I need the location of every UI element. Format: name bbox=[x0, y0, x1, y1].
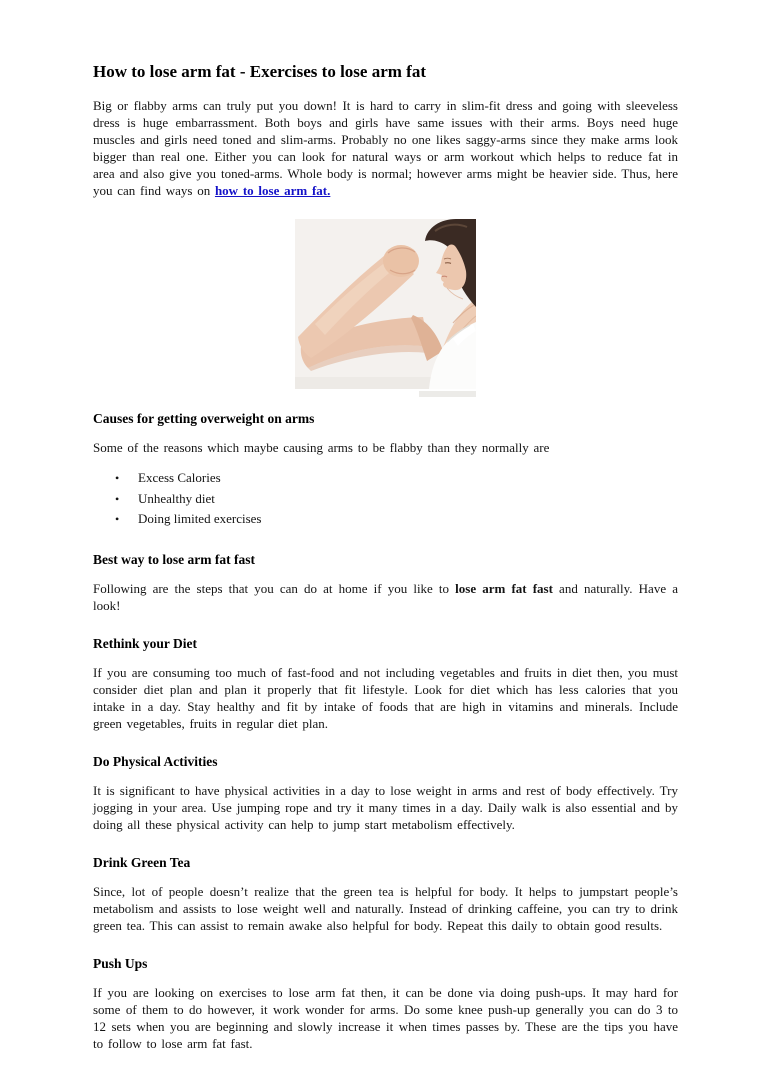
article-title: How to lose arm fat - Exercises to lose arm fat bbox=[93, 62, 426, 81]
list-item-text: Doing limited exercises bbox=[138, 511, 262, 526]
physical-activities-paragraph: It is significant to have physical activities in a day to lose weight in arms and rest of body effectively. Try jogging in your area. Use jumping rope and try it many times in a day. Daily walk is also essential and by doing all these physical activity can help to jump start metabolism effectively. bbox=[93, 782, 678, 832]
best-way-paragraph bbox=[93, 580, 678, 614]
section-heading-causes: Causes for getting overweight on arms bbox=[93, 411, 315, 426]
list-item-text: Unhealthy diet bbox=[138, 490, 215, 506]
section-heading-rethink-diet: Rethink your Diet bbox=[93, 635, 198, 651]
section-heading-best-way: Best way to lose arm fat fast bbox=[93, 551, 255, 567]
section-heading-push-ups: Push Ups bbox=[93, 955, 148, 971]
section-heading-green-tea: Drink Green Tea bbox=[93, 854, 191, 870]
list-item bbox=[115, 468, 678, 489]
best-way-bold-text: lose arm fat fast bbox=[455, 580, 553, 596]
hero-image bbox=[295, 219, 476, 389]
list-item-text: Excess Calories bbox=[138, 470, 221, 485]
green-tea-paragraph: Since, lot of people doesn’t realize that the green tea is helpful for body. It helps to jumpstart people’s metabolism and assists to lose weight well and naturally. Instead of drinking caffeine, you can try to drink green tea. This can assist to remain awake also helpful for body. Repeat this daily to obtain good results. bbox=[93, 883, 678, 933]
intro-text: Big or flabby arms can truly put you down! It is hard to carry in slim-fit dress and going with sleeveless dress is huge embarrassment. Both boys and girls have same issues with their arms. Boys need huge muscles and girls need toned and slim-arms. Probably no one likes saggy-arms since they make arms look bigger than real one. Either you can look for natural ways or arm workout which helps to reduce fat in area and also give you toned-arms. Whole body is normal; however arms might be heavier side. Thus, here you can find ways on bbox=[93, 98, 678, 198]
image-shadow-strip bbox=[419, 391, 476, 397]
intro-paragraph bbox=[93, 97, 678, 199]
bullet-icon: • bbox=[115, 512, 120, 526]
bullet-icon: • bbox=[115, 471, 120, 485]
section-heading-physical-activities: Do Physical Activities bbox=[93, 753, 218, 769]
bullet-icon: • bbox=[115, 491, 120, 506]
list-item bbox=[115, 489, 678, 510]
rethink-diet-paragraph: If you are consuming too much of fast-food and not including vegetables and fruits in diet then, you must consider diet plan and plan it properly that fit lifestyle. Look for diet which has less calories that you intake in a day. Stay healthy and fit by intake of foods that are high in vitamins and minerals. Include green vegetables, fruits in regular diet plan. bbox=[93, 664, 678, 731]
best-way-text-after: and naturally. Have a look! bbox=[93, 580, 678, 613]
woman-flexing-arm-photo bbox=[295, 219, 476, 389]
how-to-lose-arm-fat-link[interactable]: how to lose arm fat. bbox=[214, 183, 331, 198]
causes-bullet-list bbox=[93, 468, 678, 530]
list-item bbox=[115, 509, 678, 530]
causes-lead-paragraph: Some of the reasons which maybe causing arms to be flabby than they normally are bbox=[93, 440, 550, 455]
best-way-text-before: Following are the steps that you can do at home if you like to bbox=[93, 580, 456, 596]
push-ups-paragraph: If you are looking on exercises to lose arm fat then, it can be done via doing push-ups. It may hard for some of them to do however, it work wonder for arms. Do some knee push-up generally you can do 3 to 12 sets when you are beginning and slowly increase it when times passes by. These are the tips you have to follow to lose arm fat fast. bbox=[93, 984, 678, 1051]
